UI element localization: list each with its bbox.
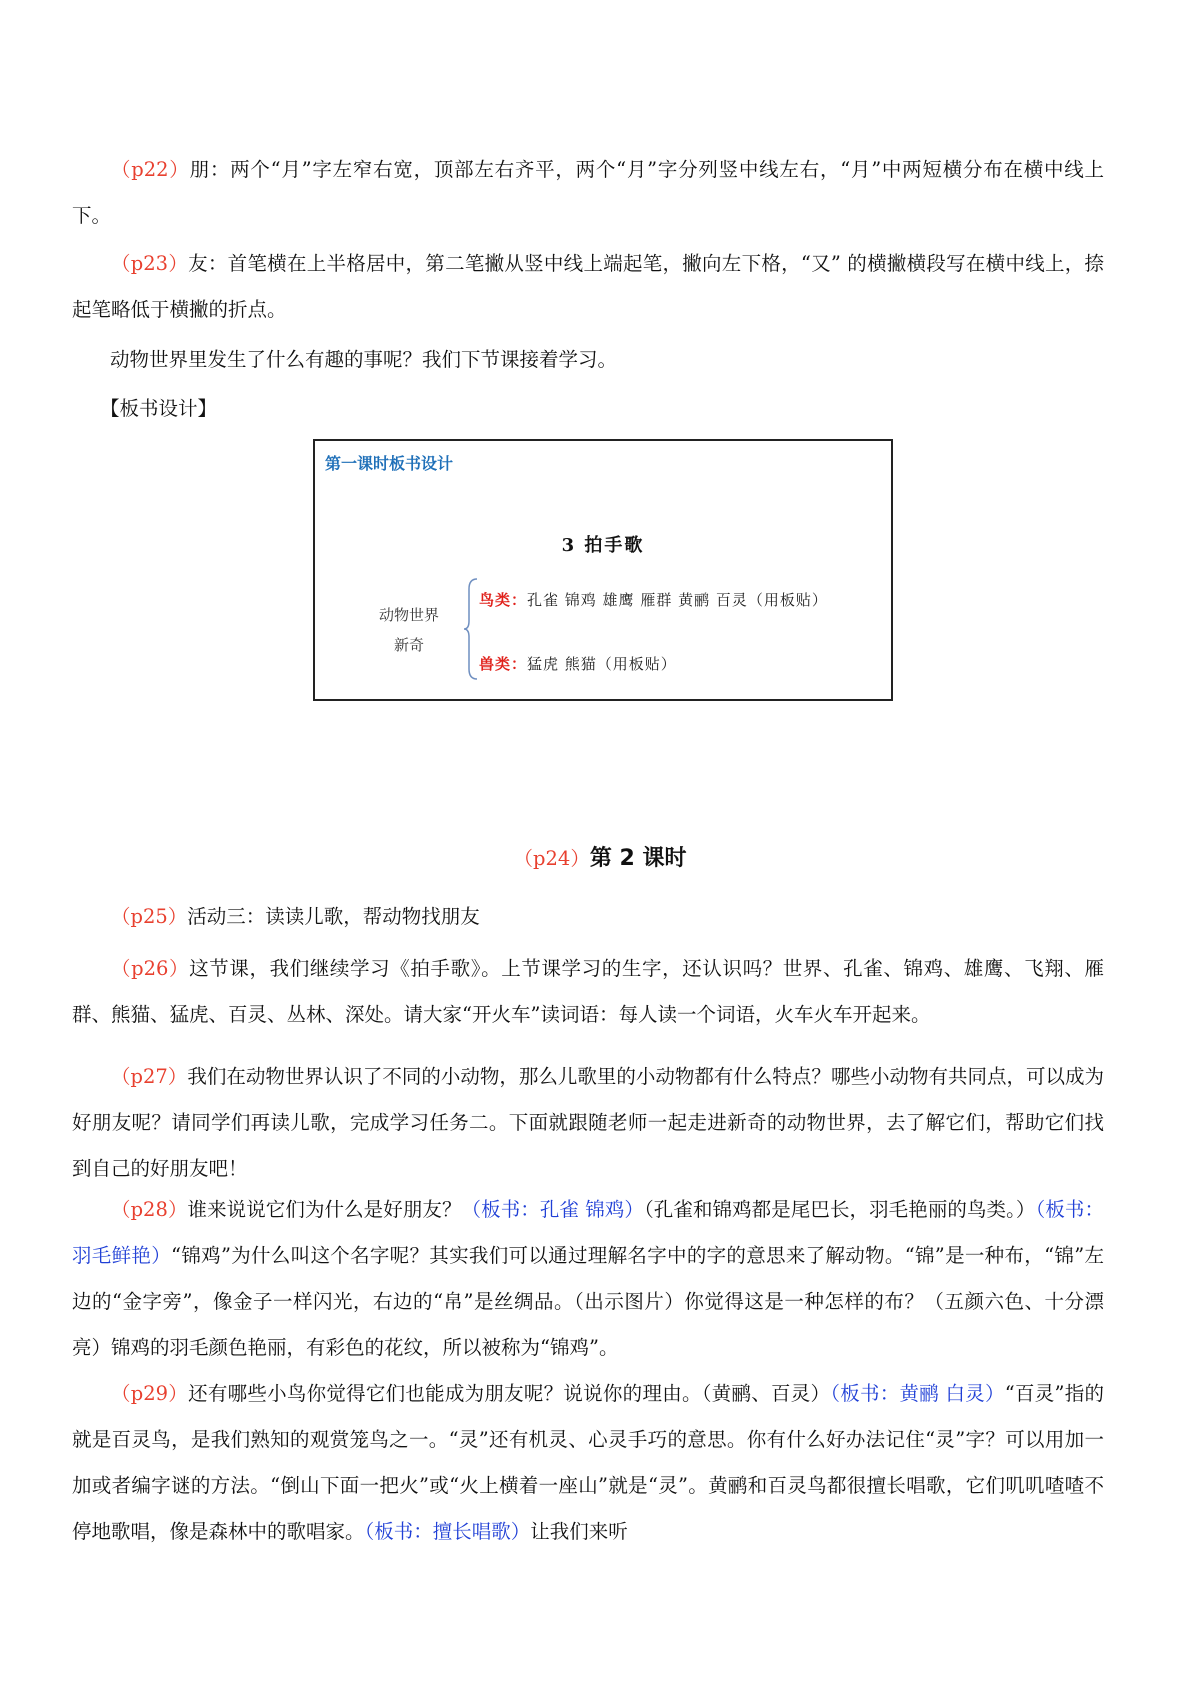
board-title: 3 拍手歌: [561, 535, 645, 556]
board-design-label: 【板书设计】: [100, 397, 218, 420]
page-ref: （p26）: [111, 957, 190, 980]
paragraph-text: 朋：两个“月”字左窄右宽，顶部左右齐平，两个“月”字分列竖中线左右，“月”中两短横分布在横中线上下。: [72, 158, 1104, 227]
blackboard-design-box: [313, 439, 893, 701]
page-ref: （p24）: [513, 847, 590, 870]
board-topic-line1: 动物世界: [378, 606, 439, 624]
paragraph-text: （孔雀和锦鸡都是尾巴长，羽毛艳丽的鸟类。）: [643, 1198, 1036, 1221]
page-ref: （p29）: [111, 1382, 189, 1405]
beasts-items: 猛虎 熊猫（用板贴）: [527, 655, 677, 673]
page-ref: （p27）: [111, 1065, 188, 1088]
paragraph-p22: [72, 147, 1104, 239]
paragraph-closing: 动物世界里发生了什么有趣的事呢？我们下节课接着学习。: [110, 348, 618, 371]
page-ref: （p28）: [111, 1198, 188, 1221]
board-header: 第一课时板书设计: [325, 454, 454, 473]
board-row-birds: [479, 589, 828, 610]
paragraph-p27: [72, 1054, 1104, 1192]
paragraph-text: 活动三：读读儿歌，帮动物找朋友: [187, 905, 480, 928]
board-topic-line2: 新奇: [393, 636, 424, 654]
board-note: （板书：羽毛鲜艳）: [72, 1198, 1104, 1267]
page-ref: （p23）: [111, 252, 189, 275]
paragraph-text: “百灵”指的就是百灵鸟，是我们熟知的观赏笼鸟之一。“灵”还有机灵、心灵手巧的意思。你有什么好办法记住“灵”字？可以用加一加或者编字谜的方法。“倒山下面一把火”或“火上横着一座山”就是“灵”。黄鹂和百灵鸟都很擅长唱歌，它们叽叽喳喳不停地歌唱，像是森林中的歌唱家。: [72, 1382, 1104, 1543]
brace-icon: [463, 577, 479, 681]
birds-label: 鸟类：: [479, 591, 528, 609]
section-heading: [0, 838, 1200, 879]
paragraph-p25: [72, 894, 1104, 940]
board-note: （板书：黄鹂 白灵）: [830, 1382, 1005, 1405]
paragraph-p29: [72, 1371, 1104, 1555]
beasts-label: 兽类：: [479, 655, 528, 673]
paragraph-text: 这节课，我们继续学习《拍手歌》。上节课学习的生字，还认识吗？世界、孔雀、锦鸡、雄鹰、飞翔、雁群、熊猫、猛虎、百灵、丛林、深处。请大家“开火车”读词语：每人读一个词语，火车火车开起来。: [72, 957, 1104, 1026]
paragraph-text: 让我们来听: [530, 1520, 628, 1543]
paragraph-text: 我们在动物世界认识了不同的小动物，那么儿歌里的小动物都有什么特点？哪些小动物有共同点，可以成为好朋友呢？请同学们再读儿歌，完成学习任务二。下面就跟随老师一起走进新奇的动物世界，去了解它们，帮助它们找到自己的好朋友吧！: [72, 1065, 1104, 1180]
paragraph-text: 谁来说说它们为什么是好朋友？: [187, 1198, 462, 1221]
board-row-beasts: [479, 653, 677, 674]
page-ref: （p22）: [111, 158, 190, 181]
paragraph-p26: [72, 946, 1104, 1038]
paragraph-text: “锦鸡”为什么叫这个名字呢？其实我们可以通过理解名字中的字的意思来了解动物。“锦”是一种布，“锦”左边的“金字旁”，像金子一样闪光，右边的“帛”是丝绸品。（出示图片）你觉得这是一种怎样的布？（五颜六色、十分漂亮）锦鸡的羽毛颜色艳丽，有彩色的花纹，所以被称为“锦鸡”。: [72, 1244, 1104, 1359]
paragraph-p28: [72, 1187, 1104, 1371]
birds-items: 孔雀 锦鸡 雄鹰 雁群 黄鹂 百灵（用板贴）: [527, 591, 828, 609]
section-title: 第 2 课时: [589, 846, 687, 871]
board-note: （板书：擅长唱歌）: [364, 1520, 531, 1543]
paragraph-text: 还有哪些小鸟你觉得它们也能成为朋友呢？说说你的理由。（黄鹂、百灵）: [188, 1382, 831, 1405]
paragraph-p23: [72, 241, 1104, 333]
paragraph-text: 友：首笔横在上半格居中，第二笔撇从竖中线上端起笔，撇向左下格，“又” 的横撇横段写在横中线上，捺起笔略低于横撇的折点。: [72, 252, 1105, 321]
board-topic: [369, 600, 449, 660]
board-note: （板书：孔雀 锦鸡）: [461, 1198, 644, 1221]
page-ref: （p25）: [111, 905, 188, 928]
